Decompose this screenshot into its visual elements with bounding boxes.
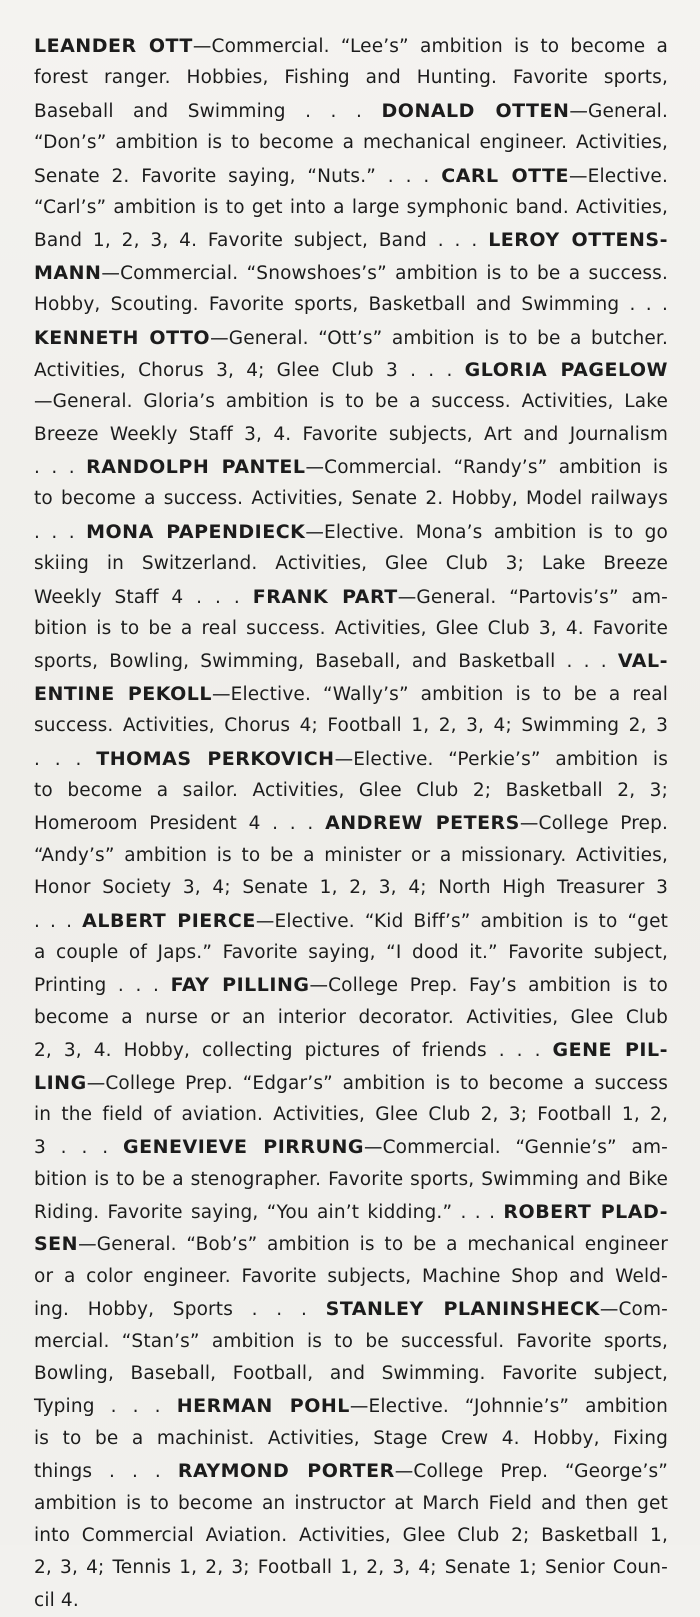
biography-text: —Commercial. “Gennie’s” am- xyxy=(363,1137,669,1159)
text-line xyxy=(34,1488,668,1520)
biography-text: “Carl’s” ambition is to get into a large symphonic band. Activities, xyxy=(34,196,668,218)
biography-text: Typing . . . xyxy=(34,1396,177,1418)
student-name: GLORIA PAGELOW xyxy=(464,358,669,381)
text-line xyxy=(34,710,668,742)
biography-text: . . . xyxy=(34,748,97,770)
text-line xyxy=(34,62,668,94)
text-line xyxy=(34,581,668,613)
text-line xyxy=(34,1196,668,1228)
biography-text: —Elective. “Johnnie’s” ambition xyxy=(349,1396,669,1418)
text-line xyxy=(34,1358,668,1390)
student-name: VAL- xyxy=(617,650,668,673)
student-name: CARL OTTE xyxy=(441,164,569,187)
biography-text: into Commercial Aviation. Activities, Glee Club 2; Basketball 1, xyxy=(34,1524,668,1546)
biography-text: —Elective. “Wally’s” ambition is to be a real xyxy=(212,683,668,705)
biography-text: forest ranger. Hobbies, Fishing and Hunting. Favorite sports, xyxy=(34,67,668,89)
text-line xyxy=(34,1002,668,1034)
biography-text: 2, 3, 4; Tennis 1, 2, 3; Football 1, 2, 3, 4; Senate 1; Senior Coun- xyxy=(34,1557,668,1579)
biography-text: . . . xyxy=(34,457,87,479)
text-line xyxy=(34,678,668,710)
biography-text: or a color engineer. Favorite subjects, Machine Shop and Weld- xyxy=(34,1265,668,1287)
biography-text: bition is to be a real success. Activities, Glee Club 3, 4. Favorite xyxy=(34,618,668,640)
text-line xyxy=(34,1423,668,1455)
biography-text: 3 . . . xyxy=(34,1137,124,1159)
biography-text: success. Activities, Chorus 4; Football 1, 2, 3, 4; Swimming 2, 3 xyxy=(34,715,668,737)
text-line xyxy=(34,548,668,580)
text-line xyxy=(34,192,668,224)
biography-text: mercial. “Stan’s” ambition is to be successful. Favorite sports, xyxy=(34,1330,668,1352)
text-line xyxy=(34,1552,668,1584)
student-name: FAY PILLING xyxy=(170,974,310,997)
text-line xyxy=(34,1164,668,1196)
biography-text: 2, 3, 4. Hobby, collecting pictures of friends . . . xyxy=(34,1040,553,1062)
biography-text: Band 1, 2, 3, 4. Favorite subject, Band . . . xyxy=(34,230,489,252)
biography-text: Printing . . . xyxy=(34,975,171,997)
text-line xyxy=(34,516,668,548)
text-line xyxy=(34,30,668,62)
biography-text: ing. Hobby, Sports . . . xyxy=(34,1299,326,1321)
biography-text: skiing in Switzerland. Activities, Glee Club 3; Lake Breeze xyxy=(34,553,668,575)
text-line xyxy=(34,127,668,159)
biography-text: —General. xyxy=(569,100,668,122)
biography-text: —College Prep. “George’s” xyxy=(394,1461,669,1483)
student-name: MANN xyxy=(34,261,102,284)
biography-text: in the field of aviation. Activities, Glee Club 2, 3; Football 1, 2, xyxy=(34,1103,668,1125)
biography-text: —Commercial. “Randy’s” ambition is xyxy=(305,457,668,479)
text-line xyxy=(34,937,668,969)
text-line xyxy=(34,289,668,321)
biography-text: Homeroom President 4 . . . xyxy=(34,813,326,835)
text-line xyxy=(34,1261,668,1293)
biography-text: “Andy’s” ambition is to be a minister or a missionary. Activities, xyxy=(34,844,668,866)
student-name: GENE PIL- xyxy=(552,1039,668,1062)
biography-text: —Com- xyxy=(599,1299,669,1321)
text-line xyxy=(34,905,668,937)
text-line xyxy=(34,807,668,839)
text-line xyxy=(34,419,668,451)
student-name: MONA PAPENDIECK xyxy=(86,520,306,543)
senior-biographies-text xyxy=(34,30,668,1617)
biography-text: —General. “Bob’s” ambition is to be a mechanical engineer xyxy=(78,1234,668,1256)
biography-text: . . . xyxy=(34,521,87,543)
student-name: KENNETH OTTO xyxy=(34,326,211,349)
biography-text: —General. “Partovis’s” am- xyxy=(397,586,668,608)
biography-text: to become a success. Activities, Senate 2. Hobby, Model railways xyxy=(34,488,668,510)
text-line xyxy=(34,160,668,192)
text-line xyxy=(34,354,668,386)
biography-text: —Elective. Mona’s ambition is to go xyxy=(305,521,668,543)
text-line xyxy=(34,743,668,775)
biography-text: bition is to be a stenographer. Favorite sports, Swimming and Bike xyxy=(34,1168,668,1190)
text-line xyxy=(34,451,668,483)
text-line xyxy=(34,1034,668,1066)
biography-text: Baseball and Swimming . . . xyxy=(34,100,382,122)
biography-text: —Commercial. “Snowshoes’s” ambition is to be a success. xyxy=(101,262,668,284)
text-line xyxy=(34,969,668,1001)
student-name: ANDREW PETERS xyxy=(325,812,520,835)
text-line xyxy=(34,1390,668,1422)
student-name: THOMAS PERKOVICH xyxy=(96,747,335,770)
biography-text: Honor Society 3, 4; Senate 1, 2, 3, 4; North High Treasurer 3 xyxy=(34,877,668,899)
text-line xyxy=(34,1455,668,1487)
biography-text: become a nurse or an interior decorator. Activities, Glee Club xyxy=(34,1006,668,1028)
student-name: DONALD OTTEN xyxy=(381,99,570,122)
biography-text: Weekly Staff 4 . . . xyxy=(34,586,253,608)
biography-text: Bowling, Baseball, Football, and Swimming. Favorite subject, xyxy=(34,1363,668,1385)
biography-text: —General. Gloria’s ambition is to be a success. Activities, Lake xyxy=(34,391,668,413)
biography-text: things . . . xyxy=(34,1461,178,1483)
student-name: ALBERT PIERCE xyxy=(82,909,256,932)
text-line xyxy=(34,613,668,645)
biography-text: —Commercial. “Lee’s” ambition is to become a xyxy=(192,36,668,57)
text-line xyxy=(34,1131,668,1163)
biography-text: —College Prep. xyxy=(519,813,669,835)
student-name: FRANK PART xyxy=(252,585,398,608)
text-line xyxy=(34,775,668,807)
text-line xyxy=(34,224,668,256)
biography-text: —Elective. xyxy=(569,165,668,187)
text-line xyxy=(34,840,668,872)
student-name: GENEVIEVE PIRRUNG xyxy=(123,1136,364,1159)
text-line xyxy=(34,1067,668,1099)
biography-text: Riding. Favorite saying, “You ain’t kidding.” . . . xyxy=(34,1202,504,1224)
biography-text: —College Prep. “Edgar’s” ambition is to become a success xyxy=(86,1072,668,1094)
biography-text: to become a sailor. Activities, Glee Club 2; Basketball 2, 3; xyxy=(34,779,668,801)
biography-text: Breeze Weekly Staff 3, 4. Favorite subjects, Art and Journalism xyxy=(34,423,668,445)
student-name: LEROY OTTENS- xyxy=(488,229,668,252)
text-line xyxy=(34,1520,668,1552)
biography-text: sports, Bowling, Swimming, Baseball, and Basketball . . . xyxy=(34,651,618,673)
student-name: RAYMOND PORTER xyxy=(177,1460,395,1483)
text-line xyxy=(34,386,668,418)
biography-text: a couple of Japs.” Favorite saying, “I dood it.” Favorite subject, xyxy=(34,941,668,963)
biography-text: ambition is to become an instructor at March Field and then get xyxy=(34,1492,668,1514)
text-line xyxy=(34,95,668,127)
biography-text: Activities, Chorus 3, 4; Glee Club 3 . . . xyxy=(34,359,465,381)
text-line xyxy=(34,1228,668,1260)
text-line xyxy=(34,1293,668,1325)
biography-text: —Elective. “Perkie’s” ambition is xyxy=(334,748,669,770)
biography-text: . . . xyxy=(34,910,83,932)
text-line xyxy=(34,1099,668,1131)
text-line xyxy=(34,645,668,677)
biography-text: —College Prep. Fay’s ambition is to xyxy=(309,975,668,997)
biography-text: —General. “Ott’s” ambition is to be a butcher. xyxy=(210,327,668,349)
biography-text: —Elective. “Kid Biff’s” ambition is to “get xyxy=(255,910,669,932)
student-name: LEANDER OTT xyxy=(34,35,193,57)
text-line xyxy=(34,322,668,354)
biography-text: Senate 2. Favorite saying, “Nuts.” . . . xyxy=(34,165,442,187)
student-name: HERMAN POHL xyxy=(176,1395,350,1418)
text-line xyxy=(34,872,668,904)
student-name: SEN xyxy=(34,1233,79,1256)
text-line xyxy=(34,483,668,515)
text-line xyxy=(34,257,668,289)
student-name: ENTINE PEKOLL xyxy=(34,682,212,705)
student-name: RANDOLPH PANTEL xyxy=(86,456,306,479)
text-line xyxy=(34,1585,668,1617)
text-line xyxy=(34,1326,668,1358)
student-name: STANLEY PLANINSHECK xyxy=(325,1298,600,1321)
biography-text: is to be a machinist. Activities, Stage Crew 4. Hobby, Fixing xyxy=(34,1427,668,1449)
student-name: ROBERT PLAD- xyxy=(503,1201,668,1224)
biography-text: “Don’s” ambition is to become a mechanical engineer. Activities, xyxy=(34,132,668,154)
biography-text: Hobby, Scouting. Favorite sports, Basketball and Swimming . . . xyxy=(34,294,668,316)
student-name: LING xyxy=(34,1071,87,1094)
biography-text: cil 4. xyxy=(34,1589,79,1611)
